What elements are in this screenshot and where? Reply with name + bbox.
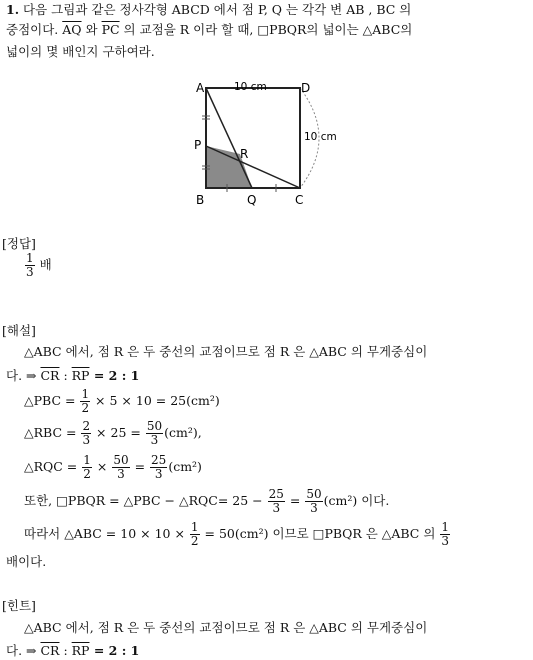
hint-colon: : [59, 643, 72, 658]
rbc-fraction-2 [146, 420, 163, 447]
hint-l2-prefix: 다. ⇒ [6, 643, 41, 658]
label-a: A [196, 81, 205, 95]
rqc-mid: × [92, 459, 112, 474]
problem-text-2b: 와 [81, 22, 102, 37]
also-eq: = [285, 493, 305, 508]
rbc-mid: × 25 = [92, 425, 145, 440]
rqc-num-2: 50 [113, 453, 129, 467]
solution-rqc-line [24, 452, 527, 482]
rbc-den: 3 [82, 433, 91, 447]
label-c: C [295, 193, 304, 207]
answer-numerator: 1 [26, 251, 34, 265]
top-length-label: 10 cm [234, 81, 267, 93]
hint-segment-rp: $\overline{RP}$ [71, 643, 90, 658]
therefore-prefix: 따라서 △ABC = 10 × 10 × [24, 526, 189, 541]
hint-header: [힌트] [2, 598, 36, 613]
solution-header: [해설] [2, 323, 36, 338]
also-suffix: (cm²) 이다. [323, 493, 390, 508]
also-fraction-2 [305, 488, 322, 515]
segment-aq: $\overline{AQ}$ [62, 22, 82, 37]
rqc-prefix: △RQC = [24, 459, 82, 474]
label-p: P [194, 138, 202, 152]
pbc-suffix: × 5 × 10 = 25(cm²) [91, 393, 220, 408]
pbc-fraction [80, 388, 90, 415]
rbc-prefix: △RBC = [24, 425, 81, 440]
problem-number: 1. [6, 2, 20, 17]
also-den-2: 3 [310, 501, 318, 515]
solution-line-2 [6, 368, 527, 384]
also-num: 25 [268, 487, 284, 501]
rqc-fraction-3 [150, 454, 167, 481]
answer-value [24, 252, 527, 279]
rqc-den-3: 3 [154, 467, 163, 481]
therefore-fraction [190, 521, 200, 548]
solution-colon: : [59, 368, 72, 383]
hint-ratio: = 2 : 1 [89, 643, 140, 658]
rbc-num: 2 [82, 419, 91, 433]
side-length-label: 10 cm [304, 131, 337, 143]
therefore-fraction-2 [440, 521, 450, 548]
answer-header: [정답] [2, 236, 36, 251]
rqc-suffix: (cm²) [168, 459, 202, 474]
rqc-den: 2 [83, 467, 91, 481]
solution-line-1: △ABC 에서, 점 R 은 두 중선의 교점이므로 점 R 은 △ABC 의 무게중심이 [24, 344, 428, 359]
also-num-2: 50 [306, 487, 322, 501]
solution-ratio: = 2 : 1 [89, 368, 140, 383]
rqc-eq: = [130, 459, 150, 474]
rqc-num-3: 25 [151, 453, 167, 467]
therefore-den-2: 3 [441, 534, 450, 548]
label-b: B [196, 193, 205, 207]
problem-text-1: 다음 그림과 같은 정사각형 ABCD 에서 점 P, Q 는 각각 변 AB , BC 의 [23, 2, 412, 17]
solution-l2-prefix: 다. ⇒ [6, 368, 41, 383]
hint-segment-cr: $\overline{CR}$ [40, 643, 60, 658]
problem-text-2a: 중점이다. [6, 22, 63, 37]
therefore-num: 1 [190, 520, 199, 534]
segment-rp: $\overline{RP}$ [71, 368, 90, 383]
answer-unit: 배 [39, 257, 52, 272]
rqc-fraction-2 [112, 454, 129, 481]
rbc-fraction [81, 420, 91, 447]
segment-pc: $\overline{PC}$ [101, 22, 120, 37]
pbc-num: 1 [81, 387, 90, 401]
also-den: 3 [272, 501, 281, 515]
pbc-prefix: △PBC = [24, 393, 80, 408]
square-figure [188, 78, 348, 208]
problem-line-2 [6, 22, 527, 38]
also-prefix: 또한, □PBQR = △PBC − △RQC= 25 − [24, 493, 267, 508]
solution-therefore-line [24, 519, 527, 549]
rqc-num: 1 [83, 453, 91, 467]
therefore-den: 2 [190, 534, 199, 548]
rqc-den-2: 3 [117, 467, 125, 481]
problem-line-1 [6, 2, 527, 18]
answer-denominator: 3 [26, 265, 34, 279]
rbc-den-2: 3 [150, 433, 159, 447]
pbc-den: 2 [81, 401, 90, 415]
solution-also-line [24, 486, 527, 516]
label-q: Q [247, 193, 257, 207]
therefore-num-2: 1 [441, 520, 450, 534]
rbc-suffix: (cm²), [164, 425, 202, 440]
rqc-fraction [82, 454, 92, 481]
therefore-mid: = 50(cm²) 이므로 □PBQR 은 △ABC 의 [200, 526, 440, 541]
rbc-num-2: 50 [146, 419, 163, 433]
hint-line-2 [6, 643, 527, 659]
problem-text-2c: 의 교점을 R 이라 할 때, □PBQR의 넓이는 △ABC의 [119, 22, 413, 37]
solution-last-line: 배이다. [6, 554, 47, 569]
solution-rbc-line [24, 418, 527, 448]
hint-line-1: △ABC 에서, 점 R 은 두 중선의 교점이므로 점 R 은 △ABC 의 무게중심이 [24, 620, 428, 635]
problem-line-3: 넓이의 몇 배인지 구하여라. [6, 44, 155, 59]
label-d: D [301, 81, 311, 95]
also-fraction [268, 488, 285, 515]
label-r: R [240, 147, 249, 161]
segment-cr: $\overline{CR}$ [40, 368, 60, 383]
answer-fraction [25, 252, 35, 279]
solution-pbc-line [24, 386, 527, 416]
